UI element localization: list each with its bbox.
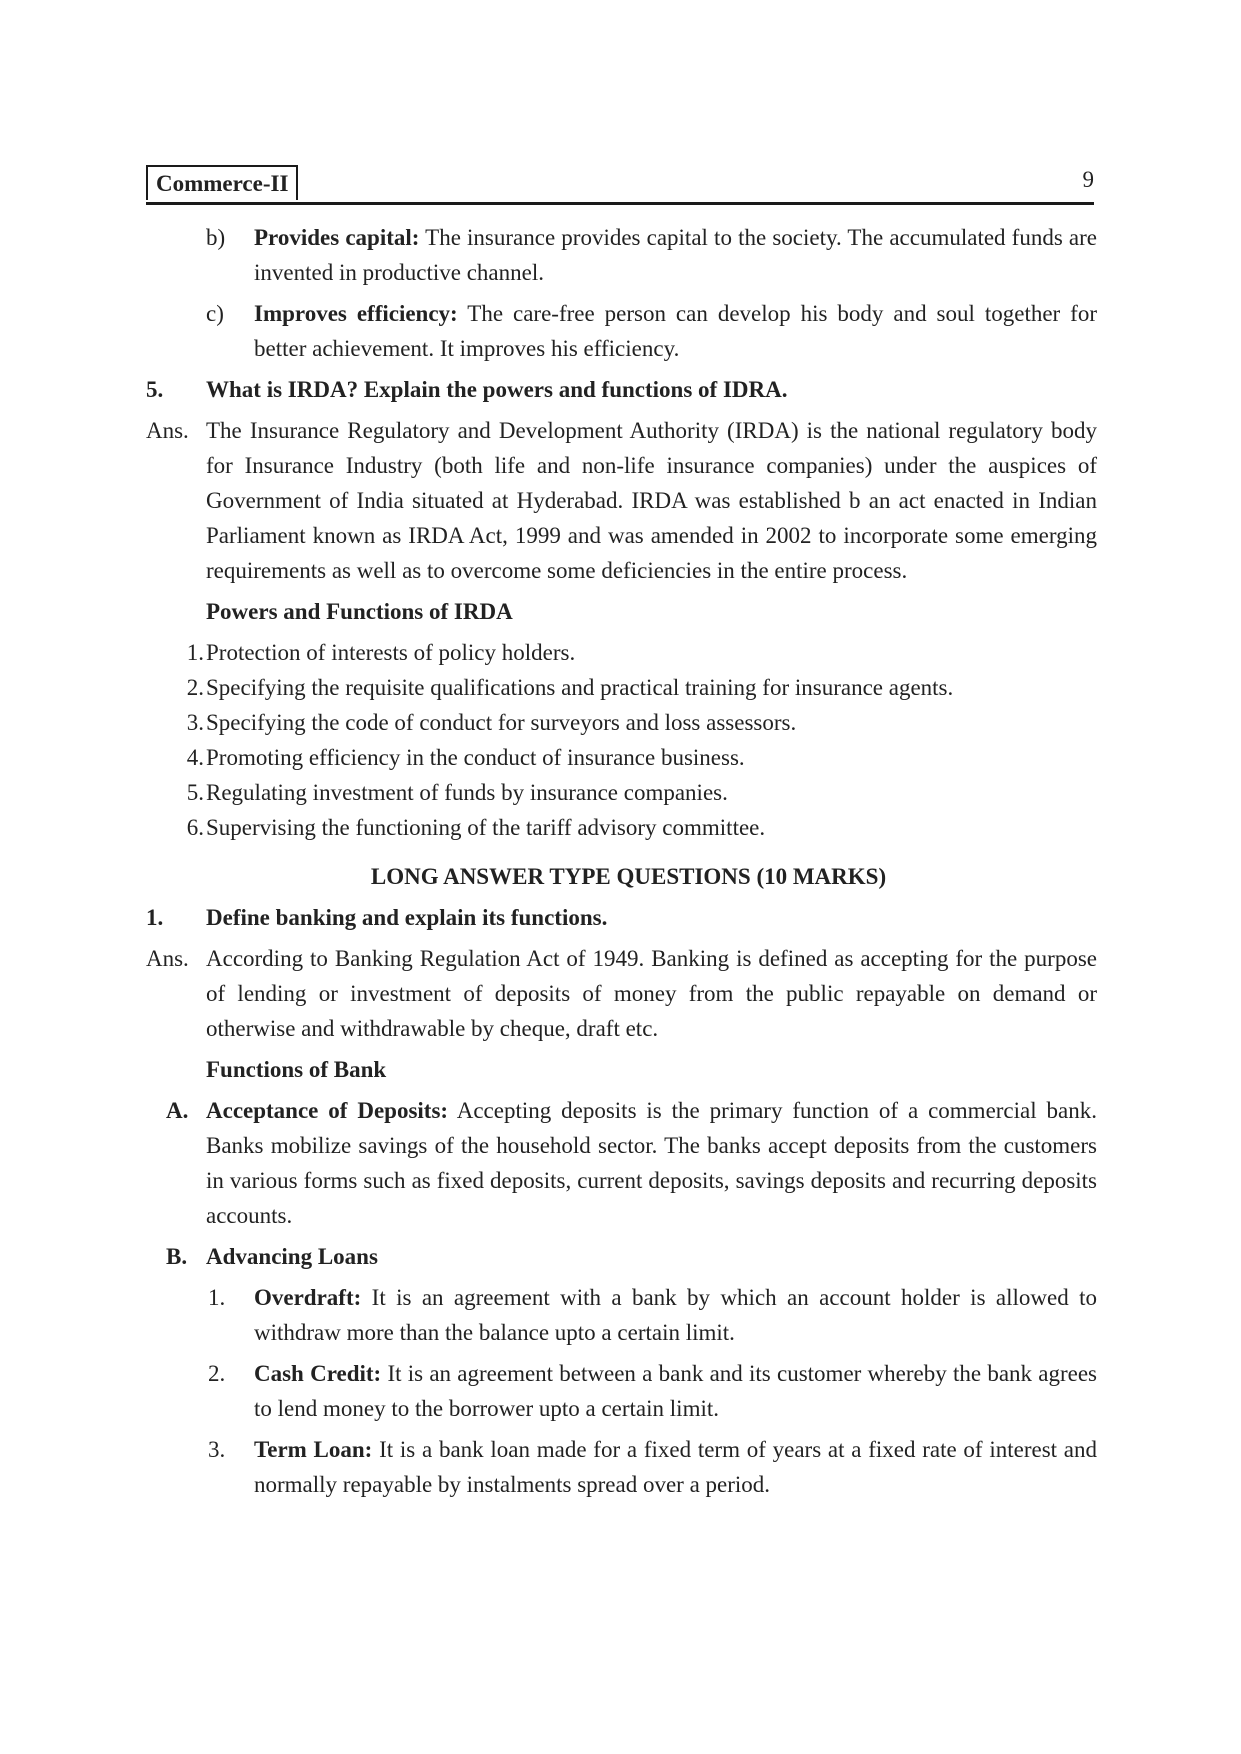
power-marker: 1. (186, 640, 204, 665)
function-marker: B. (166, 1244, 188, 1269)
benefit-marker: b) (206, 225, 226, 250)
page-number: 9 (1082, 167, 1094, 192)
question-5 (146, 372, 1097, 407)
benefit-title: Improves efficiency: (254, 301, 458, 326)
benefit-item (146, 296, 1097, 366)
power-marker: 6. (186, 815, 204, 840)
loan-text: It is an agreement with a bank by which an account holder is allowed to withdraw more than the balance upto a certain limit. (254, 1285, 1097, 1345)
power-item (146, 740, 1097, 775)
loan-title: Cash Credit: (254, 1361, 382, 1386)
answer-label: Ans. (146, 418, 189, 443)
power-text: Supervising the functioning of the tariff advisory committee. (206, 815, 766, 840)
power-text: Protection of interests of policy holders. (206, 640, 576, 665)
power-item (146, 775, 1097, 810)
question-number: 1. (146, 905, 164, 930)
benefit-text: The care-free person can develop his body and soul together for better achievement. It improves his efficiency. (254, 301, 1097, 361)
loan-text: It is a bank loan made for a fixed term of years at a fixed rate of interest and normally repayable by instalments spread over a period. (254, 1437, 1097, 1497)
page-content (146, 220, 1097, 1508)
power-item (146, 670, 1097, 705)
loan-item (146, 1356, 1097, 1426)
question-number: 5. (146, 377, 164, 402)
power-marker: 2. (186, 675, 204, 700)
loan-title: Overdraft: (254, 1285, 362, 1310)
question-text: Define banking and explain its functions. (206, 905, 608, 930)
loan-item (146, 1432, 1097, 1502)
function-title: Acceptance of Deposits: (206, 1098, 449, 1123)
question-text: What is IRDA? Explain the powers and functions of IDRA. (206, 377, 788, 402)
page-header (146, 165, 1094, 205)
power-text: Regulating investment of funds by insurance companies. (206, 780, 728, 805)
power-item (146, 635, 1097, 670)
section-heading: LONG ANSWER TYPE QUESTIONS (10 MARKS) (370, 864, 887, 889)
function-a (146, 1093, 1097, 1233)
benefit-title: Provides capital: (254, 225, 420, 250)
answer-text: The Insurance Regulatory and Development Authority (IRDA) is the national regulatory body for Insurance Industry (both life and non-life insurance companies) under the auspices of Government of India situated at Hyderabad. IRDA was established b an act enacted in Indian Parliament known as IRDA Act, 1999 and was amended in 2002 to incorporate some emerging requirements as well as to overcome some deficiencies in the entire process. (206, 418, 1097, 583)
loan-marker: 1. (208, 1285, 226, 1310)
benefit-marker: c) (206, 301, 224, 326)
power-marker: 3. (186, 710, 204, 735)
loan-title: Term Loan: (254, 1437, 373, 1462)
power-item (146, 810, 1097, 845)
function-text: Accepting deposits is the primary function of a commercial bank. Banks mobilize savings of the household sector. The banks accept deposits from the customers in various forms such as fixed deposits, current deposits, savings deposits and recurring deposits accounts. (206, 1098, 1097, 1228)
power-item (146, 705, 1097, 740)
benefit-item (146, 220, 1097, 290)
function-b (146, 1239, 1097, 1274)
functions-heading: Functions of Bank (206, 1057, 387, 1082)
answer-label: Ans. (146, 946, 189, 971)
loan-item (146, 1280, 1097, 1350)
power-marker: 4. (186, 745, 204, 770)
benefit-text: The insurance provides capital to the society. The accumulated funds are invented in productive channel. (254, 225, 1097, 285)
power-marker: 5. (186, 780, 204, 805)
long-question-1 (146, 900, 1097, 935)
power-text: Specifying the code of conduct for surveyors and loss assessors. (206, 710, 797, 735)
power-text: Promoting efficiency in the conduct of insurance business. (206, 745, 745, 770)
subject-label: Commerce-II (146, 165, 298, 200)
powers-heading: Powers and Functions of IRDA (206, 599, 513, 624)
power-text: Specifying the requisite qualifications and practical training for insurance agents. (206, 675, 954, 700)
function-title: Advancing Loans (206, 1244, 378, 1269)
answer-5 (146, 413, 1097, 588)
loan-marker: 2. (208, 1361, 226, 1386)
loan-marker: 3. (208, 1437, 226, 1462)
loan-text: It is an agreement between a bank and its customer whereby the bank agrees to lend money to the borrower upto a certain limit. (254, 1361, 1098, 1421)
function-marker: A. (166, 1098, 189, 1123)
long-answer-1 (146, 941, 1097, 1046)
answer-text: According to Banking Regulation Act of 1949. Banking is defined as accepting for the purpose of lending or investment of deposits of money from the public repayable on demand or otherwise and withdrawable by cheque, draft etc. (206, 946, 1097, 1041)
